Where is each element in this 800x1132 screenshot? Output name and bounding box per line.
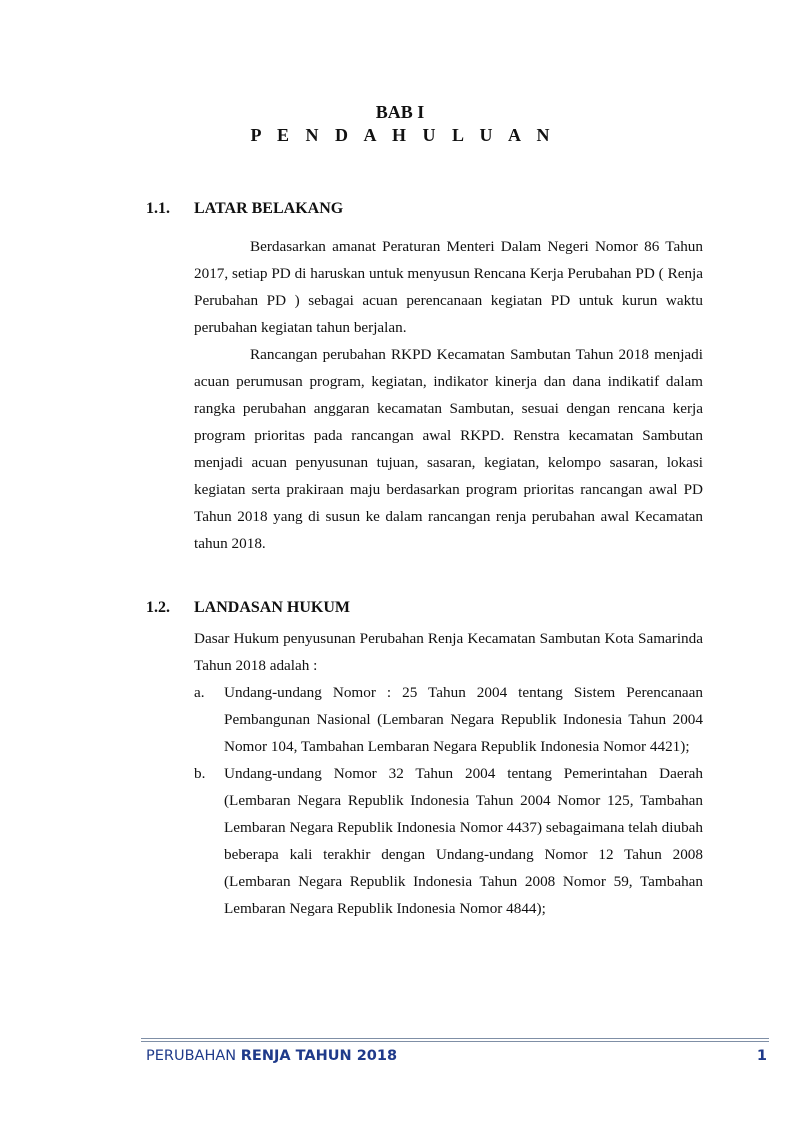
page-footer	[146, 1048, 769, 1064]
paragraph: Rancangan perubahan RKPD Kecamatan Sambutan Tahun 2018 menjadi acuan perumusan program, kegiatan, indikator kinerja dan dana indikatif dalam rangka perubahan anggaran kecamatan Sambutan, sesuai dengan rencana kerja program prioritas pada rancangan awal RKPD. Renstra kecamatan Sambutan menjadi acuan penyusunan tujuan, sasaran, kegiatan, kelompo sasaran, lokasi kegiatan serta prakiraan maju berdasarkan program prioritas rancangan awal PD Tahun 2018 yang di susun ke dalam rancangan renja perubahan awal Kecamatan tahun 2018.	[194, 346, 703, 552]
section-heading-latar-belakang	[146, 200, 343, 218]
section-title: LATAR BELAKANG	[194, 200, 344, 217]
footer-label-regular: PERUBAHAN	[146, 1048, 237, 1064]
list-marker: a.	[194, 684, 205, 701]
legal-basis-list	[194, 679, 703, 922]
section-title: LANDASAN HUKUM	[194, 599, 350, 616]
section-heading-landasan-hukum	[146, 599, 350, 617]
list-item-text: Undang-undang Nomor 32 Tahun 2004 tentang Pemerintahan Daerah (Lembaran Negara Republik Indonesia Tahun 2004 Nomor 125, Tambahan Lembaran Negara Republik Indonesia Nomor 4437) sebagaimana telah diubah beberapa kali terakhir dengan Undang-undang Nomor 12 Tahun 2008 (Lembaran Negara Republik Indonesia Tahun 2008 Nomor 59, Tambahan Lembaran Negara Republik Indonesia Nomor 4844);	[224, 765, 703, 917]
footer-label-bold: RENJA TAHUN 2018	[240, 1048, 398, 1064]
paragraph: Berdasarkan amanat Peraturan Menteri Dalam Negeri Nomor 86 Tahun 2017, setiap PD di haruskan untuk menyusun Rencana Kerja Perubahan PD ( Renja Perubahan PD ) sebagai acuan perencanaan kegiatan PD untuk kurun waktu perubahan kegiatan tahun berjalan.	[194, 238, 703, 336]
chapter-title: P E N D A H U L U A N	[250, 125, 556, 145]
list-item	[194, 760, 703, 922]
page-number: 1	[756, 1048, 767, 1064]
list-item-text: Undang-undang Nomor : 25 Tahun 2004 tentang Sistem Perencanaan Pembangunan Nasional (Lembaran Negara Republik Indonesia Tahun 2004 Nomor 104, Tambahan Lembaran Negara Republik Indonesia Nomor 4421);	[224, 684, 703, 755]
footer-divider	[141, 1041, 769, 1042]
footer-label	[146, 1048, 397, 1064]
list-item	[194, 679, 703, 760]
section-number: 1.2.	[146, 599, 170, 616]
paragraph: Dasar Hukum penyusunan Perubahan Renja Kecamatan Sambutan Kota Samarinda Tahun 2018 adalah :	[194, 630, 703, 674]
section-number: 1.1.	[146, 200, 170, 217]
footer-divider	[141, 1038, 769, 1039]
chapter-number: BAB I	[375, 102, 425, 122]
list-marker: b.	[194, 765, 206, 782]
